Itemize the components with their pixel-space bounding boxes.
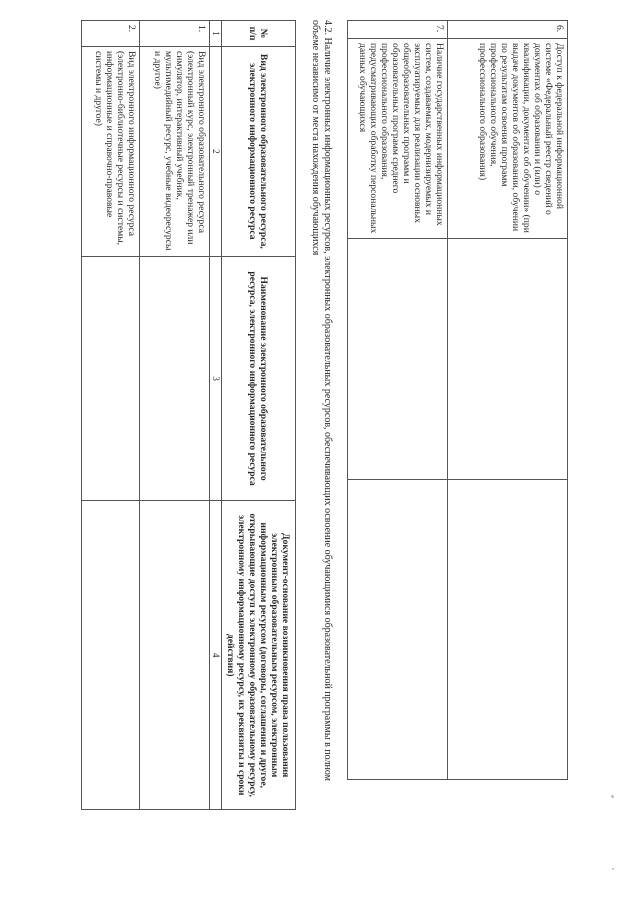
empty-cell — [348, 480, 448, 780]
column-header-basis-document: Документ-основание возникновения права пользования электронным образовательным ресурсом, электронным информационным ресурсом (договоры, соглашения и другое, открывающие доступ к электронному образовательному ресурсу, электронному информационному ресурсу, их реквизиты и сроки действия) — [222, 501, 296, 810]
resources-table-continued — [347, 20, 568, 780]
column-index: 2 — [210, 46, 222, 256]
empty-cell — [82, 256, 140, 501]
table-row — [82, 21, 140, 810]
empty-cell — [82, 501, 140, 810]
electronic-resources-table — [81, 20, 296, 810]
row-kind: Вид электронного информационного ресурса (электронно-библиотечные ресурсы и системы, информационные и справочно-правовые системы и другое) — [82, 46, 140, 256]
scan-speck — [611, 795, 614, 798]
row-description: Доступ к федеральной информационной системе «Федеральный реестр сведений о документах об образовании и (или) о квалификации, документах об обучении» (при выдаче документов об образовании, обучении по результатам освоения программ профессионального обучения, профессионального образования) — [448, 38, 568, 238]
empty-cell — [448, 238, 568, 480]
table-row — [348, 21, 448, 780]
empty-cell — [140, 501, 210, 810]
column-index: 4 — [210, 501, 222, 810]
column-header-kind: Вид электронного образовательного ресурса, электронного информационного ресурса — [222, 46, 296, 256]
rotated-document-page — [48, 0, 588, 845]
column-index: 3 — [210, 256, 222, 501]
column-header-number: № п/п — [222, 21, 296, 47]
column-header-name: Наименование электронного образовательного ресурса, электронного информационного ресурса — [222, 256, 296, 501]
row-kind: Вид электронного образовательного ресурса (электронный курс, электронный тренажер или симулятор, интерактивный учебник, мультимедийный ресурс, учебные видеоресурсы и другое) — [140, 46, 210, 256]
column-index-row — [210, 21, 222, 810]
row-number: 6. — [448, 21, 568, 39]
scan-speck — [612, 868, 614, 870]
section-caption: 4.2. Наличие электронных информационных ресурсов, электронных образовательных ресурсов, обеспечивающих освоение обучающимися образовательной программы в полном объеме независимо от места нахождения обучающихся — [310, 20, 333, 782]
row-number: 1. — [140, 21, 210, 47]
empty-cell — [140, 256, 210, 501]
row-number: 7. — [348, 21, 448, 39]
row-number: 2. — [82, 21, 140, 47]
table-row — [448, 21, 568, 780]
empty-cell — [448, 480, 568, 780]
empty-cell — [348, 238, 448, 480]
table-header-row — [222, 21, 296, 810]
column-index: 1 — [210, 21, 222, 47]
row-description: Наличие государственных информационных систем, создаваемых, модернизируемых и эксплуатируемых для реализации основных общеобразовательных программ и образовательных программ среднего профессионального образования, предусматривающих обработку персональных данных обучающихся — [348, 38, 448, 238]
table-row — [140, 21, 210, 810]
